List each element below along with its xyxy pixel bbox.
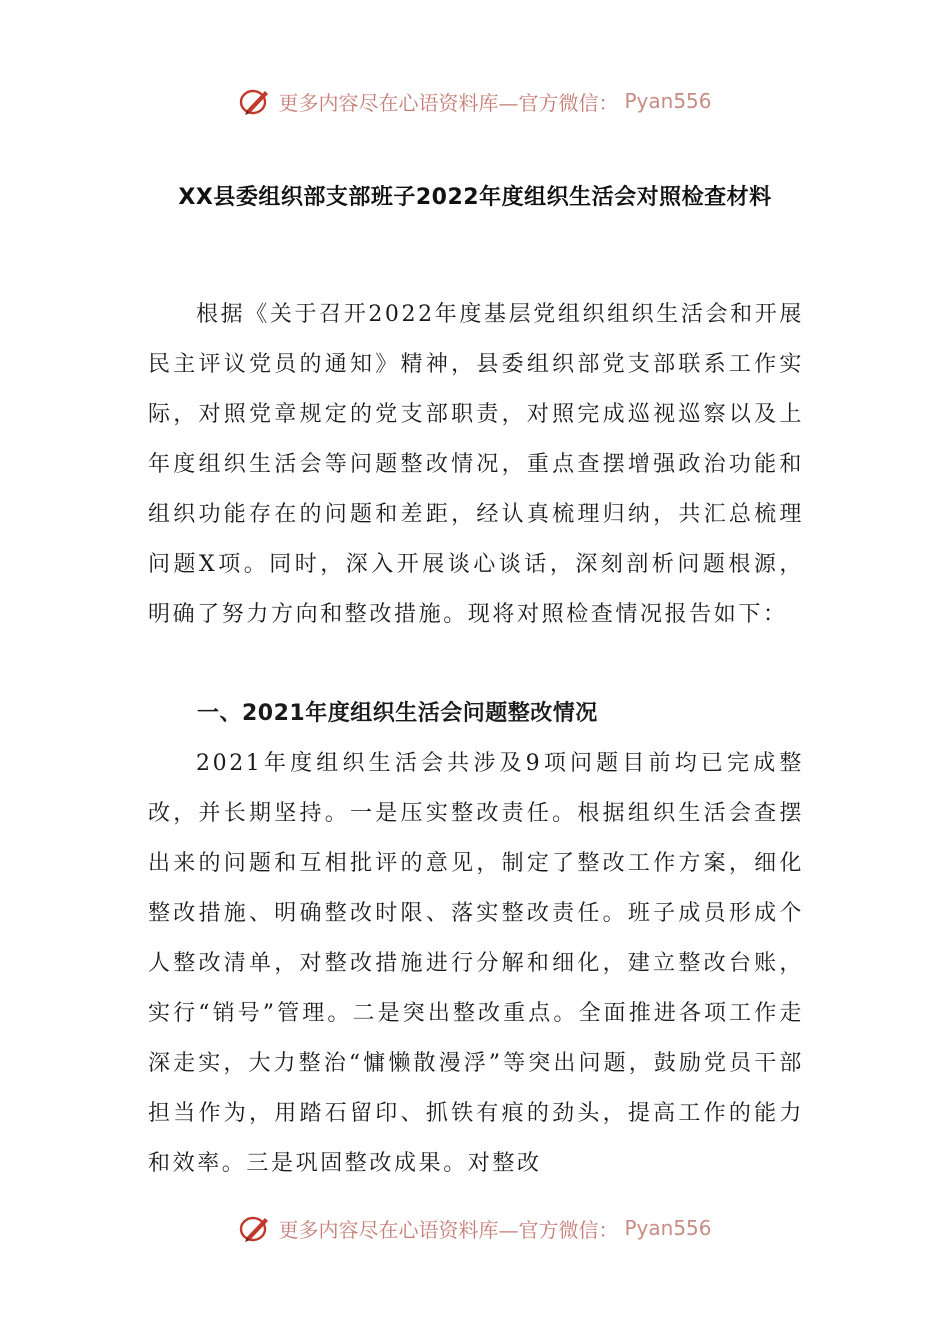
section-heading-1: 一、2021年度组织生活会问题整改情况 [197,701,598,726]
paragraph-section-1: 2021年度组织生活会共涉及9项问题目前均已完成整改，并长期坚持。一是压实整改责任。根据组织生活会查摆出来的问题和互相批评的意见，制定了整改工作方案，细化整改措施、明确整改时限、落实整改责任。班子成员形成个人整改清单，对整改措施进行分解和细化，建立整改台账，实行“销号”管理。二是突出整改重点。全面推进各项工作走深走实，大力整治“慵懒散漫浮”等突出问题，鼓励党员干部担当作为，用踏石留印、抓铁有痕的劲头，提高工作的能力和效率。三是巩固整改成果。对整改 [148,751,804,1176]
watermark-wechat-id: Pyan556 [624,1216,712,1240]
watermark-footer [0,1213,950,1243]
watermark-text: 更多内容尽在心语资料库—官方微信： [278,90,619,115]
document-title: XX县委组织部支部班子2022年度组织生活会对照检查材料 [178,185,772,210]
pen-nib-logo-icon [238,1213,272,1243]
paragraph-intro: 根据《关于召开2022年度基层党组织组织生活会和开展民主评议党员的通知》精神，县委组织部党支部联系工作实际，对照党章规定的党支部职责，对照完成巡视巡察以及上年度组织生活会等问题整改情况，重点查摆增强政治功能和组织功能存在的问题和差距，经认真梳理归纳，共汇总梳理问题X项。同时，深入开展谈心谈话，深刻剖析问题根源，明确了努力方向和整改措施。现将对照检查情况报告如下： [148,302,804,627]
watermark-text: 更多内容尽在心语资料库—官方微信： [278,1217,619,1242]
watermark-wechat-id: Pyan556 [624,89,712,113]
pen-nib-logo-icon [238,86,272,116]
watermark-header [0,86,950,116]
